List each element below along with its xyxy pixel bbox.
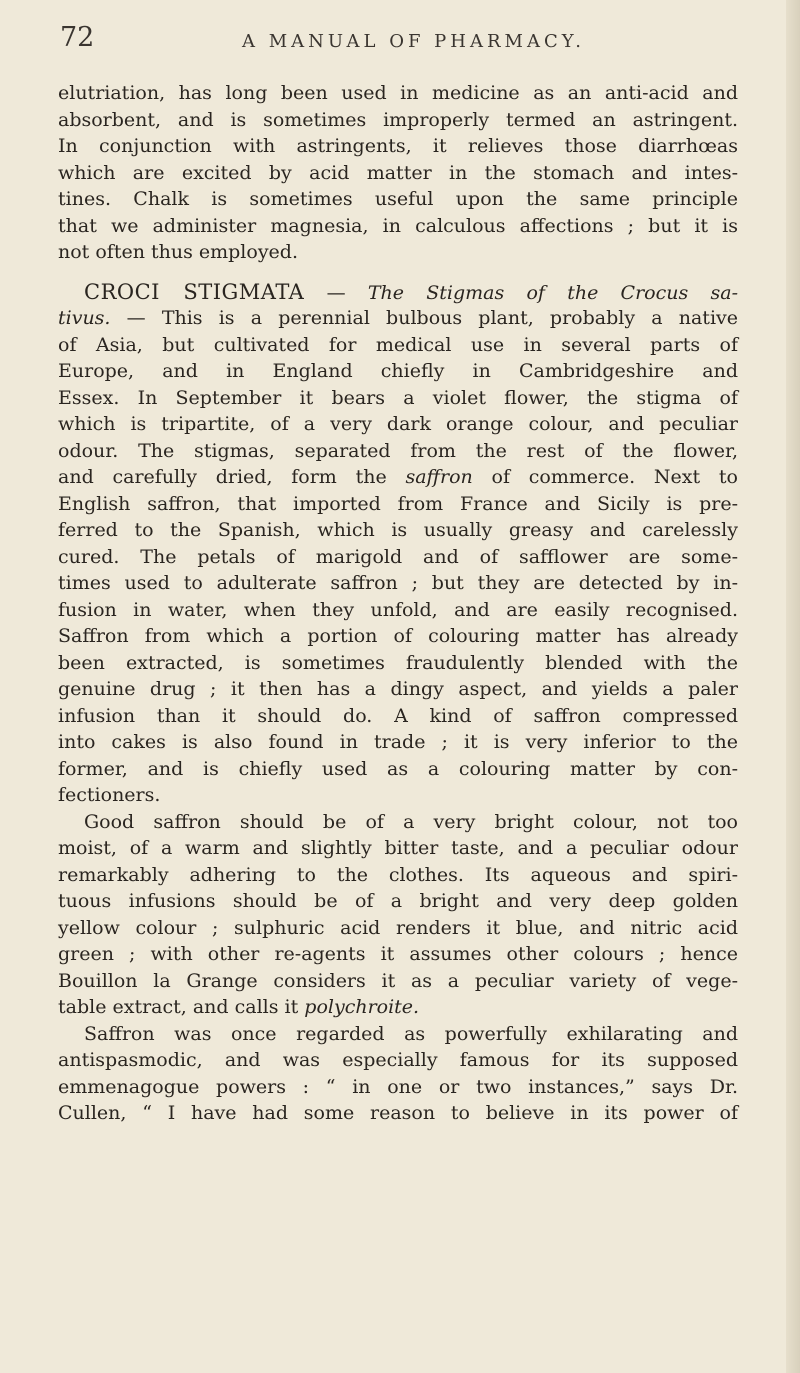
text-line: fectioners.: [58, 784, 161, 806]
text-line: emmenagogue powers : “ in one or two instances,” says Dr.: [58, 1075, 738, 1098]
text-line: fusion in water, when they unfold, and are easily recognised.: [58, 598, 738, 621]
body-text: [58, 80, 738, 1127]
paragraph-good-saffron: [58, 809, 738, 1021]
text-line: Cullen, “ I have had some reason to believe in its power of: [58, 1102, 738, 1124]
text-line: remarkably adhering to the clothes. Its aqueous and spiri-: [58, 863, 738, 886]
text-line: yellow colour ; sulphuric acid renders it blue, and nitric acid: [58, 916, 738, 939]
text-line: Bouillon la Grange considers it as a peculiar variety of vege-: [58, 969, 738, 992]
page-edge: [786, 0, 800, 1373]
running-head: A MANUAL OF PHARMACY.: [242, 31, 586, 52]
text-line: [58, 464, 738, 491]
text-line: into cakes is also found in trade ; it is very inferior to the: [58, 731, 738, 753]
text-line: that we administer magnesia, in calculous affections ; but it is: [58, 214, 738, 237]
text-line: former, and is chiefly used as a colouring matter by con-: [58, 757, 738, 780]
paragraph-chalk: [58, 80, 738, 266]
text-segment: table extract, and calls it: [58, 996, 305, 1018]
text-segment: — This is a perennial bulbous plant, probably a native: [110, 307, 738, 329]
text-line: cured. The petals of marigold and of safflower are some-: [58, 545, 738, 568]
paragraph-croci-stigmata: [58, 279, 738, 809]
text-line: green ; with other re-agents it assumes other colours ; hence: [58, 943, 738, 965]
paragraph-gap: [58, 266, 738, 279]
text-line: tuous infusions should be of a bright and very deep golden: [58, 890, 738, 912]
dash: —: [304, 281, 368, 304]
text-line: been extracted, is sometimes fraudulently blended with the: [58, 651, 738, 674]
text-line: absorbent, and is sometimes improperly termed an astringent.: [58, 108, 738, 131]
text-line: of Asia, but cultivated for medical use in several parts of: [58, 333, 738, 356]
text-line: which is tripartite, of a very dark orange colour, and peculiar: [58, 413, 738, 435]
text-segment: and carefully dried, form the: [58, 466, 406, 488]
text-line: genuine drug ; it then has a dingy aspect, and yields a paler: [58, 678, 738, 700]
text-line: [58, 305, 738, 332]
text-line: ferred to the Spanish, which is usually greasy and carelessly: [58, 519, 738, 541]
entry-heading: CROCI STIGMATA: [84, 279, 305, 304]
text-segment: of commerce. Next to: [472, 466, 738, 488]
italic-term: saffron: [405, 466, 473, 488]
entry-subtitle: The Stigmas of the Crocus sa-: [367, 281, 738, 304]
entry-subtitle-end: tivus.: [58, 307, 111, 329]
page-header: [0, 22, 800, 58]
text-line: which are excited by acid matter in the stomach and intes-: [58, 161, 738, 184]
text-line: Saffron from which a portion of colouring matter has already: [58, 625, 738, 647]
text-line: Saffron was once regarded as powerfully exhilarating and: [84, 1022, 738, 1045]
text-line: English saffron, that imported from France and Sicily is pre-: [58, 492, 738, 515]
text-line: Good saffron should be of a very bright colour, not too: [84, 810, 738, 833]
paragraph-saffron-history: [58, 1021, 738, 1127]
text-line: moist, of a warm and slightly bitter taste, and a peculiar odour: [58, 837, 738, 859]
text-line: not often thus employed.: [58, 241, 298, 263]
text-line: In conjunction with astringents, it relieves those diarrhœas: [58, 135, 738, 157]
text-line: Europe, and in England chiefly in Cambridgeshire and: [58, 360, 738, 382]
entry-heading-line: [58, 279, 738, 306]
text-line: times used to adulterate saffron ; but they are detected by in-: [58, 572, 738, 594]
text-line: infusion than it should do. A kind of saffron compressed: [58, 704, 738, 727]
text-line: [58, 994, 738, 1021]
text-line: antispasmodic, and was especially famous for its supposed: [58, 1049, 738, 1071]
page-number: 72: [60, 22, 95, 53]
text-line: elutriation, has long been used in medicine as an anti-acid and: [58, 82, 738, 104]
text-line: tines. Chalk is sometimes useful upon the same principle: [58, 188, 738, 210]
italic-term: polychroite.: [304, 996, 420, 1018]
text-line: odour. The stigmas, separated from the rest of the flower,: [58, 439, 738, 462]
text-line: Essex. In September it bears a violet flower, the stigma of: [58, 386, 738, 409]
